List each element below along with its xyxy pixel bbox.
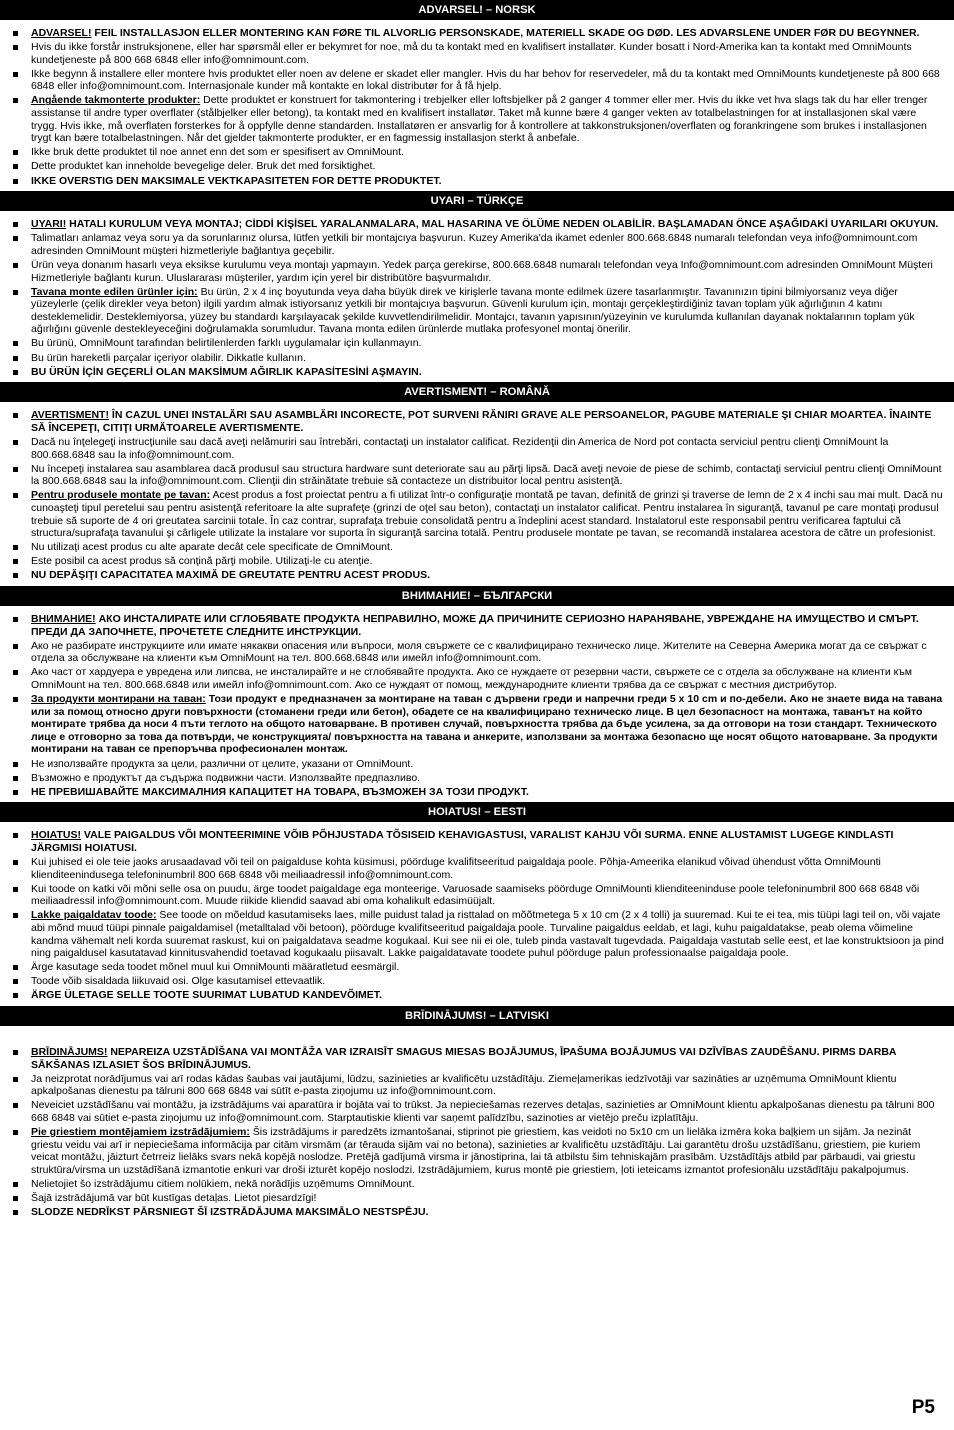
list-item: Nu utilizaţi acest produs cu alte aparate decât cele specificate de OmniMount. [4, 541, 944, 554]
section-romana [4, 382, 944, 582]
list-item [4, 27, 944, 40]
list-item: Възможно е продуктът да съдържа подвижни части. Използвайте предпазливо. [4, 772, 944, 785]
list-item: Hvis du ikke forstår instruksjonene, eller har spørsmål eller er bekymret for noe, må du ta kontakt med en kvalifisert installatør. Kunder bosatt i Nord-Amerika kan ta kontakt med OmniMounts kundetjeneste på 800 668 6848 eller info@omnimount.com. [4, 41, 944, 66]
list-item: Šajā izstrādājumā var būt kustīgas detaļas. Lietot piesardzīgi! [4, 1192, 944, 1205]
list-item [4, 829, 944, 854]
section-latviski [4, 1006, 944, 1219]
item-label: Angående takmonterte produkter: [31, 94, 201, 107]
item-text: Този продукт е предназначен за монтиране на таван с дървени греди и напречни греди 5 x 10 cm и по-дебели. Ако не знаете вида на тавана или за помощ относно други повърхности (стоманени греди или бетон), обадете се на квалифицирано техническо лице. В цел безопасност на монтажа, таванът на който монтирате трябва да носи 4 пъти теглото на общото натоварване. В противен случай, повърхността трябва да бъде усилена, за да отговори на този стандарт. Техническото лице е отговорно за това да потвърди, че конструкцията/ повърхността на тавана и анкерите, използвани за монтажа безопасно ще носят общото натоварване. За продукти монтирани на таван се препоръчва професионален монтаж. [31, 693, 943, 756]
item-text: ÎN CAZUL UNEI INSTALĂRI SAU ASAMBLĂRI INCORECTE, POT SURVENI RĂNIRI GRAVE ALE PERSOANELOR, PAGUBE MATERIALE ŞI CHIAR MOARTEA. ÎNAINTE SĂ ÎNCEPEŢI, CITIŢI URMĂTOARELE AVERTISMENTE. [31, 409, 932, 434]
section-turkce [4, 191, 944, 378]
item-label: BRĪDINĀJUMS! [31, 1046, 108, 1058]
item-text: Šis izstrādājums ir paredzēts izmantošanai, stiprinot pie griestiem, kas veidoti no 5x10 cm un lielāka izmēra koka baļķiem un sijām. Ja nezināt griestu veidu vai arī ir nepieciešama informācija par citām virsmām (ar tērauda sijām vai no betona), sazinieties ar kvalificētu uzstādītāju. Lai garantētu drošu uzstādīšanu, griestiem, pie kuriem veicat montāžu, jāizturt četrreiz lielāks svars nekā kopējā noslodze. Pretējā gadījumā virsma ir jānostiprina, lai tā atbilstu šim tehniskajām prasībām. Uzstādītājs atbild par pārbaudi, vai griestu struktūra/virsma un uzstādīšanā izmantotie enkuri var droši izturēt kopējo noslodzi. Izstrādājumiem, kurus montē pie griestiem, ļoti ieteicams izmantot profesionālu uzstādītāju pakalpojumus. [31, 1126, 921, 1176]
list-item: Dacă nu înţelegeţi instrucţiunile sau dacă aveţi nelămuriri sau întrebări, contactaţi un instalator calificat. Rezidenţii din America de Nord pot contacta serviciul pentru clienţi OmniMount la 800.668.6848 sau la info@omnimount.com. [4, 436, 944, 461]
list-item: Ако част от хардуера е увредена или липсва, не инсталирайте и не сглобявайте продукта. Ако се нуждаете от резервни части, свържете се с отдела за обслужване на клиенти към OmniMount на тел. 800.668.6848 или имейл info@omnimount.com. Ако се нуждаят от помощ, международните клиенти трябва да се свържат с местния дистрибутор. [4, 666, 944, 691]
item-label: Lakke paigaldatav toode: [31, 909, 157, 922]
warning-list [4, 218, 944, 378]
item-text: HATALI KURULUM VEYA MONTAJ; CİDDİ KİŞİSEL YARALANMALARA, MAL HASARINA VE ÖLÜME NEDEN OLABİLİR. BAŞLAMADAN ÖNCE AŞAĞIDAKİ UYARILARI OKUYUN. [66, 218, 939, 231]
section-norsk [4, 0, 944, 187]
list-item: Kui toode on katki või mõni selle osa on puudu, ärge toodet paigaldage ega monteerige. Varuosade saamiseks pöörduge OmniMounti klienditeeninduse poole telefoninumbril 800 668 6848 või meiliaadressil info@omnimount.com. Muude riikide kliendid saavad abi oma kohalikult edasimüüjalt. [4, 883, 944, 908]
item-text: АКО ИНСТАЛИРАТЕ ИЛИ СГЛОБЯВАТЕ ПРОДУКТА НЕПРАВИЛНО, МОЖЕ ДА ПРИЧИНИТЕ СЕРИОЗНО НАРАНЯВАНЕ, УВРЕЖДАНЕ НА ИМУЩЕСТВО И СМЪРТ. ПРЕДИ ДА ЗАПОЧНЕТЕ, ПРОЧЕТЕТЕ СЛЕДНИТЕ ИНСТРУКЦИИ. [31, 612, 919, 638]
section-header: ADVARSEL! – NORSK [0, 0, 954, 20]
warning-list [4, 829, 944, 1002]
item-text: See toode on mõeldud kasutamiseks laes, mille puidust talad ja risttalad on mõõtmetega 5 x 10 cm (2 x 4 tolli) ja suuremad. Kui te ei tea, mis tüüpi lagi teil on, või vajate abi mõnd muud tüüpi pinnale paigaldamisel (metalltalad või betoon), pöörduge kvalifitseeritud paigaldaja poole. Turvaline paigaldus eeldab, et lagi, kuhu paigaldatakse, peab olema võimeline kandma vähemalt neli korda suuremat raskust, kui on paigaldatava seadme kogukaal. Kui see nii ei ole, tuleb pinda vastavalt tugevdada. Paigaldaja vastutab selle eest, et lae konstruktsioon ja pind ning paigaldusel kasutatavad kinnitusvahendid toetavad kogukaalu piisavalt. Lakke paigaldatavate toodete puhul pöörduge palun professionaalse paigaldaja poole. [31, 909, 944, 960]
page-number: P5 [911, 1397, 935, 1418]
item-text: NEPAREIZA UZSTĀDĪŠANA VAI MONTĀŽA VAR IZRAISĪT SMAGUS MIESAS BOJĀJUMUS, ĪPAŠUMA BOJĀJUMUS VAI DZĪVĪBAS ZAUDĒŠANU. PIRMS DARBA SĀKŠANAS IZLASIET ŠOS BRĪDINĀJUMUS. [31, 1046, 897, 1071]
item-text: Acest produs a fost proiectat pentru a fi utilizat într-o configuraţie montată pe tavan, definită de grinzi şi traverse de lemn de 2 x 4 inchi sau mai mult. Dacă nu cunoaşteţi tipul peretelui sau pentru asistenţă referitoare la alte suprafeţe (grinzi de oţel sau beton), contactaţi un instalator calificat. Pentru instalarea în siguranţă, tavanul pe care montaţi produsul trebuie să suporte de 4 ori greutatea sarcinii totale. În caz contrar, suprafaţa trebuie consolidată pentru a îndeplini acest standard. Instalatorul este responsabil pentru verificarea faptului că structura/suprafaţa tavanului şi cârligele utilizate la instalare vor suporta în siguranţă sarcina totală. Pentru produsele montate pe tavan, se recomandă instalarea acestora de către un profesionist. [31, 489, 943, 540]
item-label: Pie griestiem montējamiem izstrādājumiem: [31, 1126, 250, 1139]
section-bulgarski [4, 586, 944, 798]
list-item: SLODZE NEDRĪKST PĀRSNIEGT ŠĪ IZSTRĀDĀJUMA MAKSIMĀLO NESTSPĒJU. [4, 1206, 944, 1219]
warning-list [4, 409, 944, 582]
list-item [4, 613, 944, 638]
section-header: BRĪDINĀJUMS! – LATVISKI [0, 1006, 954, 1026]
list-item: NU DEPĂŞIŢI CAPACITATEA MAXIMĂ DE GREUTATE PENTRU ACEST PRODUS. [4, 569, 944, 582]
list-item: Не използвайте продукта за цели, различни от целите, указани от OmniMount. [4, 758, 944, 771]
list-item: Toode võib sisaldada liikuvaid osi. Olge kasutamisel ettevaatlik. [4, 975, 944, 988]
list-item [4, 286, 944, 336]
list-item [4, 1126, 944, 1176]
list-item: Bu ürünü, OmniMount tarafından belirtilenlerden farklı uygulamalar için kullanmayın. [4, 337, 944, 350]
list-item [4, 693, 944, 756]
spacer [4, 1033, 944, 1046]
warning-list [4, 27, 944, 187]
item-label: Tavana monte edilen ürünler için: [31, 285, 198, 298]
list-item: НЕ ПРЕВИШАВАЙТЕ МАКСИМАЛНИЯ КАПАЦИТЕТ НА ТОВАРА, ВЪЗМОЖЕН ЗА ТОЗИ ПРОДУКТ. [4, 786, 944, 799]
section-header: AVERTISMENT! – ROMÂNĂ [0, 382, 954, 402]
item-label: Pentru produsele montate pe tavan: [31, 489, 211, 502]
warning-list [4, 1046, 944, 1219]
list-item [4, 218, 944, 231]
list-item: Ikke begynn å installere eller montere hvis produktet eller noen av delene er skadet eller mangler. Hvis du har behov for reservedeler, må du ta kontakt med OmniMounts kundetjeneste på 800 668 6848 eller info@omnimount.com. Internasjonale kunder må kontakte en lokal distributør for å få hjelp. [4, 68, 944, 93]
item-text: FEIL INSTALLASJON ELLER MONTERING KAN FØRE TIL ALVORLIG PERSONSKADE, MATERIELL SKADE OG DØD. LES ADVARSLENE UNDER FØR DU BEGYNNER. [91, 27, 920, 39]
list-item: ÄRGE ÜLETAGE SELLE TOOTE SUURIMAT LUBATUD KANDEVÕIMET. [4, 989, 944, 1002]
list-item: Talimatları anlamaz veya soru ya da sorunlarınız olursa, lütfen yetkili bir montajcıya başvurun. Kuzey Amerika'da ikamet edenler 800.668.6848 numaralı telefondan veya info@omnimount.com adresinden OmniMount müşteri hizmetleriyle bağlantıya geçebilir. [4, 232, 944, 257]
list-item: Ja neizprotat norādījumus vai arī rodas kādas šaubas vai jautājumi, lūdzu, sazinieties ar kvalificētu uzstādītāju. Ziemeļamerikas iedzīvotāji var sazināties ar uzņēmuma OmniMount klientu apkalpošanas dienestu pa tālruni 800 668 6848 vai sūtīt e-pasta ziņojumu uz info@omnimount.com. [4, 1073, 944, 1098]
item-text: Dette produktet er konstruert for takmontering i trebjelker eller loftsbjelker på 2 ganger 4 tommer eller mer. Hvis du ikke vet hva slags tak du har eller trenger assistanse til andre typer overflater (stålbjelker eller betong), ta kontakt med en kvalifisert installatør. Taket må kunne bære 4 ganger vekten av totalbelastningen for at installasjonen skal være trygg. Hvis ikke, må overflaten forsterkes for å oppfylle denne standarden. Installatøren er ansvarlig for å kontrollere at takkonstruksjonen/overflaten og forankringene som brukes i installasjonen trygt kan bære totalbelastningen. Når det gjelder takmonterte produkter, er en fagmessig installasjon sterkt å anbefale. [31, 94, 928, 145]
section-eesti [4, 802, 944, 1002]
list-item: Este posibil ca acest produs să conţină părţi mobile. Utilizaţi-le cu atenţie. [4, 555, 944, 568]
list-item [4, 909, 944, 959]
list-item: Kui juhised ei ole teie jaoks arusaadavad või teil on paigalduse kohta küsimusi, pöörduge kvalifitseeritud paigaldaja poole. Põhja-Ameerika elanikud võivad ühendust võtta OmniMounti klienditeenindusega telefoninumbril 800 668 6848 või meiliaadressil info@omnimount.com. [4, 856, 944, 881]
list-item: BU ÜRÜN İÇİN GEÇERLİ OLAN MAKSİMUM AĞIRLIK KAPASİTESİNİ AŞMAYIN. [4, 366, 944, 379]
list-item: Dette produktet kan inneholde bevegelige deler. Bruk det med forsiktighet. [4, 160, 944, 173]
list-item [4, 1046, 944, 1071]
list-item [4, 409, 944, 434]
item-label: AVERTISMENT! [31, 409, 109, 422]
list-item: IKKE OVERSTIG DEN MAKSIMALE VEKTKAPASITETEN FOR DETTE PRODUKTET. [4, 175, 944, 188]
item-text: Bu ürün, 2 x 4 inç boyutunda veya daha büyük direk ve kirişlerle tavana monte edilmek üzere tasarlanmıştır. Tavanınızın tipini bilmiyorsanız veya diğer yüzeylerle (çelik direkler veya beton) ilgili yardım almak istiyorsanız yetkili bir montajcıya başvurun. Güvenli kurulum için, montajı gerçekleştirdiğiniz tavan toplam yük ağırlığının 4 katını desteklemelidir. Desteklemiyorsa, yüzey bu standardı karşılayacak şekilde kuvvetlendirilmelidir. Montajcı, tavanın yapısının/yüzeyinin ve kurulumda kullanılan dayanak noktalarının toplam yük ağırlığını güvenle destekleyeceğini doğrulamakla sorumludur. Tavana monta edilen ürünlerde mutlaka profesyonel montaj önerilir. [31, 285, 915, 336]
section-header: UYARI – TÜRKÇE [0, 191, 954, 211]
list-item [4, 94, 944, 144]
list-item: Ако не разбирате инструкциите или имате някакви опасения или въпроси, моля свържете се с квалифицирано техническо лице. Жителите на Северна Америка могат да се свържат с отдела за обслужване на клиенти към OmniMount на тел. 800.668.6848 или имейл info@omnimount.com. [4, 640, 944, 665]
warning-list [4, 613, 944, 798]
section-header: HOIATUS! – EESTI [0, 802, 954, 822]
section-header: ВНИМАНИЕ! – БЪЛГАРСКИ [0, 586, 954, 606]
item-text: VALE PAIGALDUS VÕI MONTEERIMINE VÕIB PÕHJUSTADA TÕSISEID KEHAVIGASTUSI, VARALIST KAHJU VÕI SURMA. ENNE ALUSTAMIST LUGEGE KINDLASTI JÄRGMISI HOIATUSI. [31, 829, 894, 854]
list-item: Nelietojiet šo izstrādājumu citiem nolūkiem, nekā norādījis uzņēmums OmniMount. [4, 1178, 944, 1191]
item-label: За продукти монтирани на таван: [31, 693, 206, 706]
list-item [4, 489, 944, 539]
item-label: ВНИМАНИЕ! [31, 612, 96, 625]
list-item: Neveiciet uzstādīšanu vai montāžu, ja izstrādājums vai aparatūra ir bojāta vai to trūkst. Ja nepieciešamas rezerves detaļas, sazinieties ar OmniMount klientu apkalpošanas dienestu pa tālruni 800 668 6848 vai sūtiet e-pasta ziņojumu uz info@omnimount.com. Starptautiskie klienti var saņemt palīdzību, sazinoties ar vietējo preču izplatītāju. [4, 1099, 944, 1124]
list-item: Ärge kasutage seda toodet mõnel muul kui OmniMounti määratletud eesmärgil. [4, 961, 944, 974]
list-item: Ikke bruk dette produktet til noe annet enn det som er spesifisert av OmniMount. [4, 146, 944, 159]
item-label: UYARI! [31, 218, 67, 231]
list-item: Nu începeţi instalarea sau asamblarea dacă produsul sau structura hardware sunt deteriorate sau au părţi lipsă. Dacă aveţi nevoie de piese de schimb, contactaţi serviciul pentru clienţi OmniMount la 800.668.6848 sau la info@omnimount.com. Clienţii din străinătate trebuie să contacteze un distribuitor local pentru asistenţă. [4, 463, 944, 488]
list-item: Ürün veya donanım hasarlı veya eksikse kurulumu veya montajı yapmayın. Yedek parça gerekirse, 800.668.6848 numaralı telefondan veya Info@omnimount.com adresinden OmniMount Müşteri Hizmetleriyle bağlantı kurun. Uluslararası müşteriler, yardım için yerel bir distribütöre başvurmalıdır. [4, 259, 944, 284]
item-label: HOIATUS! [31, 829, 81, 842]
list-item: Bu ürün hareketli parçalar içeriyor olabilir. Dikkatle kullanın. [4, 352, 944, 365]
item-label: ADVARSEL! [31, 27, 92, 39]
